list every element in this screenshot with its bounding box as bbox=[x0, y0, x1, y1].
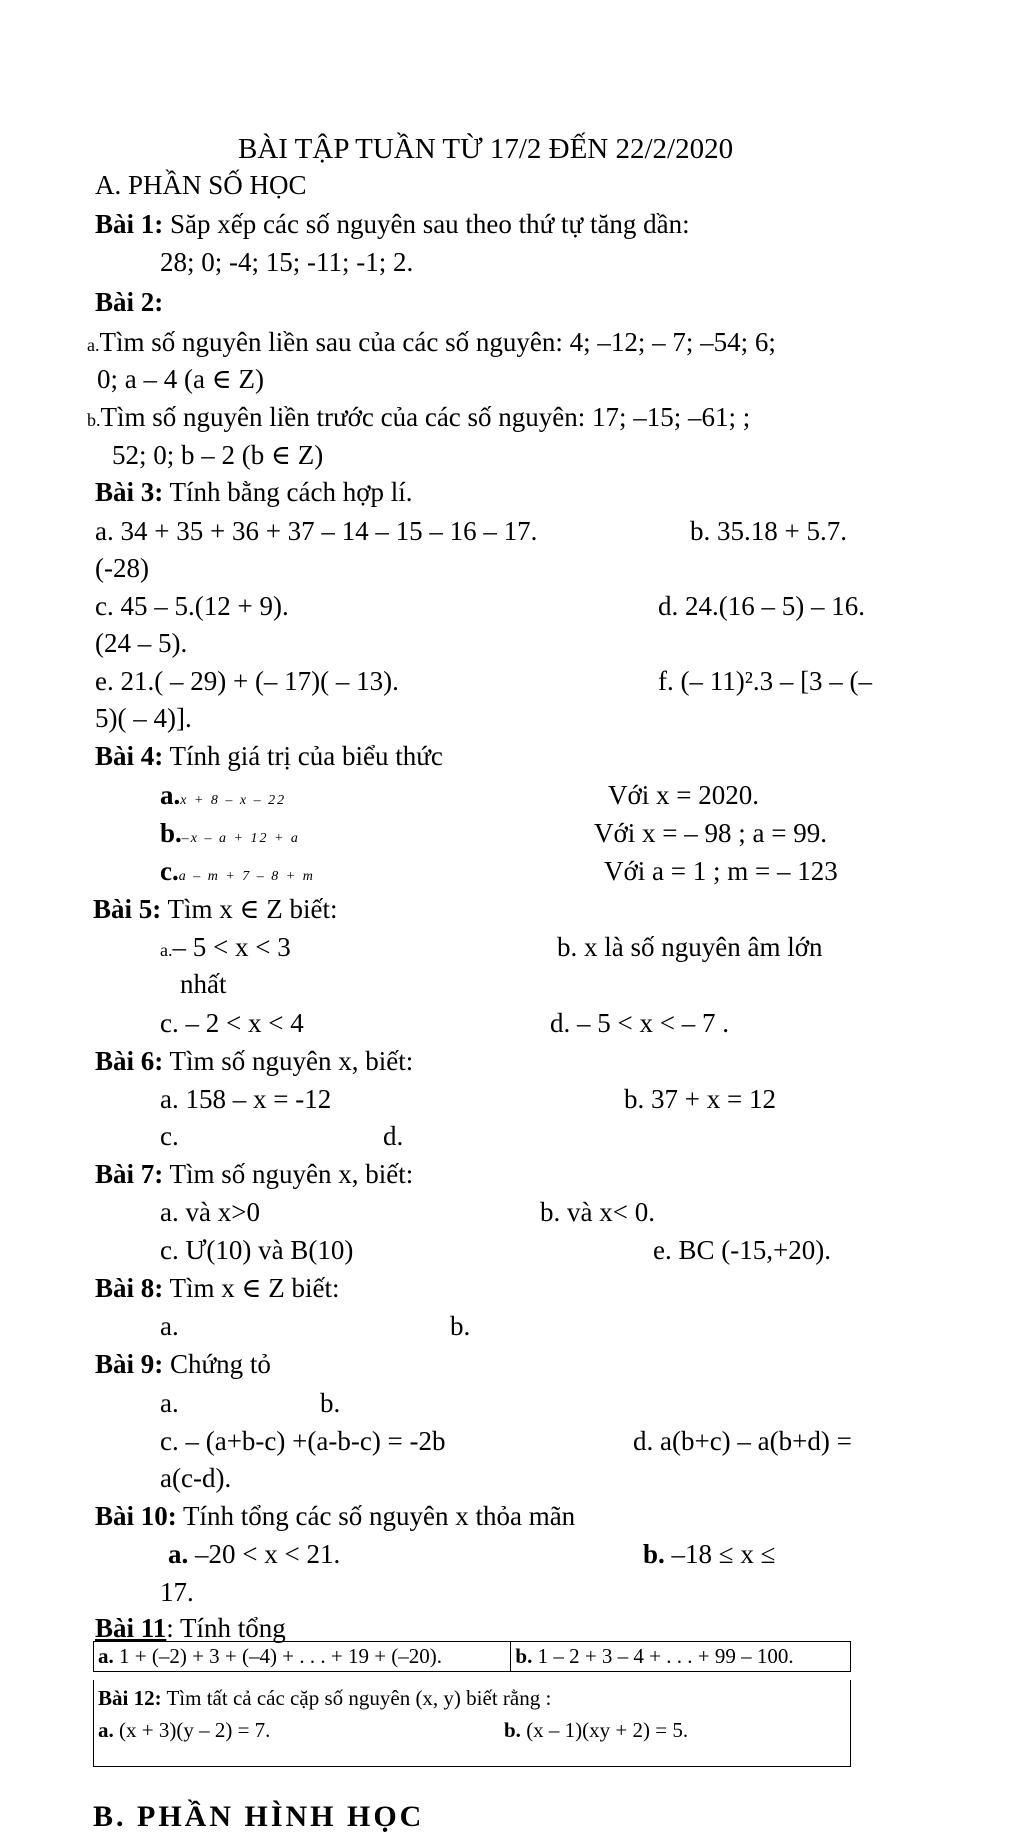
exercise-2b-cont: 52; 0; b – 2 (b ∈ Z) bbox=[112, 440, 324, 470]
exercise-4c-value: Với a = 1 ; m = – 123 bbox=[604, 856, 838, 886]
exercise-5a: a.– 5 < x < 3 bbox=[160, 932, 291, 962]
exercise-6: Bài 6: Tìm số nguyên x, biết: bbox=[95, 1046, 414, 1076]
exercise-6d: d. bbox=[383, 1121, 404, 1151]
exercise-6a: a. 158 – x = -12 bbox=[160, 1084, 332, 1114]
exercise-1 bbox=[95, 208, 690, 240]
exercise-9: Bài 9: Chứng tỏ bbox=[95, 1349, 271, 1379]
exercise-7b: b. và x< 0. bbox=[540, 1197, 655, 1227]
exercise-11b: b. 1 – 2 + 3 – 4 + . . . + 99 – 100. bbox=[511, 1642, 851, 1672]
item-mark: b. bbox=[87, 410, 101, 430]
exercise-8: Bài 8: Tìm x ∈ Z biết: bbox=[95, 1273, 340, 1303]
exercise-9c: c. – (a+b-c) +(a-b-c) = -2b bbox=[160, 1426, 446, 1456]
exercise-2b: b.Tìm số nguyên liền trước của các số nguyên: 17; –15; –61; ; bbox=[87, 402, 751, 432]
exercise-7a: a. và x>0 bbox=[160, 1197, 260, 1227]
exercise-12a: a. (x + 3)(y – 2) = 7. bbox=[98, 1718, 271, 1742]
exercise-3a: a. 34 + 35 + 36 + 37 – 14 – 15 – 16 – 17. bbox=[95, 516, 538, 546]
exercise-4a-value: Với x = 2020. bbox=[608, 780, 760, 810]
exercise-3: Bài 3: Tính bằng cách hợp lí. bbox=[95, 477, 413, 507]
exercise-10b: b. –18 ≤ x ≤ bbox=[643, 1539, 776, 1569]
exercise-11-table bbox=[93, 1641, 851, 1672]
exercise-9d-cont: a(c-d). bbox=[160, 1463, 232, 1493]
exercise-3b-cont: (-28) bbox=[95, 553, 149, 583]
exercise-8b: b. bbox=[450, 1311, 471, 1341]
exercise-2-label: Bài 2: bbox=[95, 287, 164, 317]
exercise-3b: b. 35.18 + 5.7. bbox=[690, 516, 847, 546]
exercise-3f: f. (– 11)².3 – [3 – (– bbox=[658, 666, 873, 696]
expression: a – m + 7 – 8 + m bbox=[178, 869, 315, 884]
exercise-8a: a. bbox=[160, 1311, 179, 1341]
exercise-5b-cont: nhất bbox=[180, 969, 227, 999]
exercise-label: Bài 1: bbox=[95, 209, 164, 239]
exercise-3e: e. 21.( – 29) + (– 17)( – 13). bbox=[95, 666, 399, 696]
exercise-11a: a. 1 + (–2) + 3 + (–4) + . . . + 19 + (–20). bbox=[94, 1642, 511, 1672]
exercise-10a: a. –20 < x < 21. bbox=[168, 1539, 341, 1569]
exercise-9d: d. a(b+c) – a(b+d) = bbox=[633, 1426, 852, 1456]
exercise-3f-cont: 5)( – 4)]. bbox=[95, 703, 192, 733]
exercise-10: Bài 10: Tính tổng các số nguyên x thỏa mãn bbox=[95, 1501, 576, 1531]
exercise-10b-cont: 17. bbox=[160, 1577, 194, 1607]
exercise-5b: b. x là số nguyên âm lớn bbox=[557, 932, 823, 962]
exercise-11: Bài 11: Tính tổng bbox=[95, 1613, 286, 1643]
exercise-12b: b. (x – 1)(xy + 2) = 5. bbox=[504, 1718, 689, 1742]
exercise-9b: b. bbox=[320, 1388, 341, 1418]
exercise-4: Bài 4: Tính giá trị của biểu thức bbox=[95, 741, 443, 771]
exercise-1-list: 28; 0; -4; 15; -11; -1; 2. bbox=[160, 247, 414, 277]
exercise-7c: c. Ư(10) và B(10) bbox=[160, 1235, 354, 1265]
exercise-6c: c. bbox=[160, 1121, 179, 1151]
exercise-2a-cont: 0; a – 4 (a ∈ Z) bbox=[97, 364, 264, 394]
exercise-7: Bài 7: Tìm số nguyên x, biết: bbox=[95, 1159, 414, 1189]
expression: –x – a + 12 + a bbox=[181, 831, 300, 846]
exercise-3c: c. 45 – 5.(12 + 9). bbox=[95, 591, 289, 621]
exercise-5d: d. – 5 < x < – 7 . bbox=[550, 1008, 729, 1038]
exercise-4a: a.x + 8 – x – 22 bbox=[160, 780, 287, 810]
exercise-6b: b. 37 + x = 12 bbox=[624, 1084, 776, 1114]
exercise-7e: e. BC (-15,+20). bbox=[653, 1235, 831, 1265]
section-b-heading: B. PHẦN HÌNH HỌC bbox=[93, 1800, 425, 1833]
exercise-2a: a.Tìm số nguyên liền sau của các số nguyên: 4; –12; – 7; –54; 6; bbox=[87, 327, 776, 357]
exercise-5: Bài 5: Tìm x ∈ Z biết: bbox=[93, 894, 338, 924]
exercise-4c: c.a – m + 7 – 8 + m bbox=[160, 856, 315, 886]
exercise-text: Săp xếp các số nguyên sau theo thứ tự tăng dần: bbox=[163, 209, 690, 239]
section-a-heading: A. PHẦN SỐ HỌC bbox=[95, 170, 307, 200]
expression: x + 8 – x – 22 bbox=[180, 793, 287, 808]
page-title: BÀI TẬP TUẦN TỪ 17/2 ĐẾN 22/2/2020 bbox=[238, 133, 734, 165]
exercise-12-box bbox=[93, 1680, 851, 1767]
exercise-12: Bài 12: Tìm tất cả các cặp số nguyên (x, y) biết rằng : bbox=[98, 1686, 552, 1710]
exercise-5c: c. – 2 < x < 4 bbox=[160, 1008, 304, 1038]
item-mark: a. bbox=[87, 335, 100, 355]
exercise-3d: d. 24.(16 – 5) – 16. bbox=[658, 591, 865, 621]
exercise-4b-value: Với x = – 98 ; a = 99. bbox=[594, 818, 827, 848]
exercise-4b: b.–x – a + 12 + a bbox=[160, 818, 300, 848]
exercise-3d-cont: (24 – 5). bbox=[95, 628, 188, 658]
exercise-9a: a. bbox=[160, 1388, 179, 1418]
